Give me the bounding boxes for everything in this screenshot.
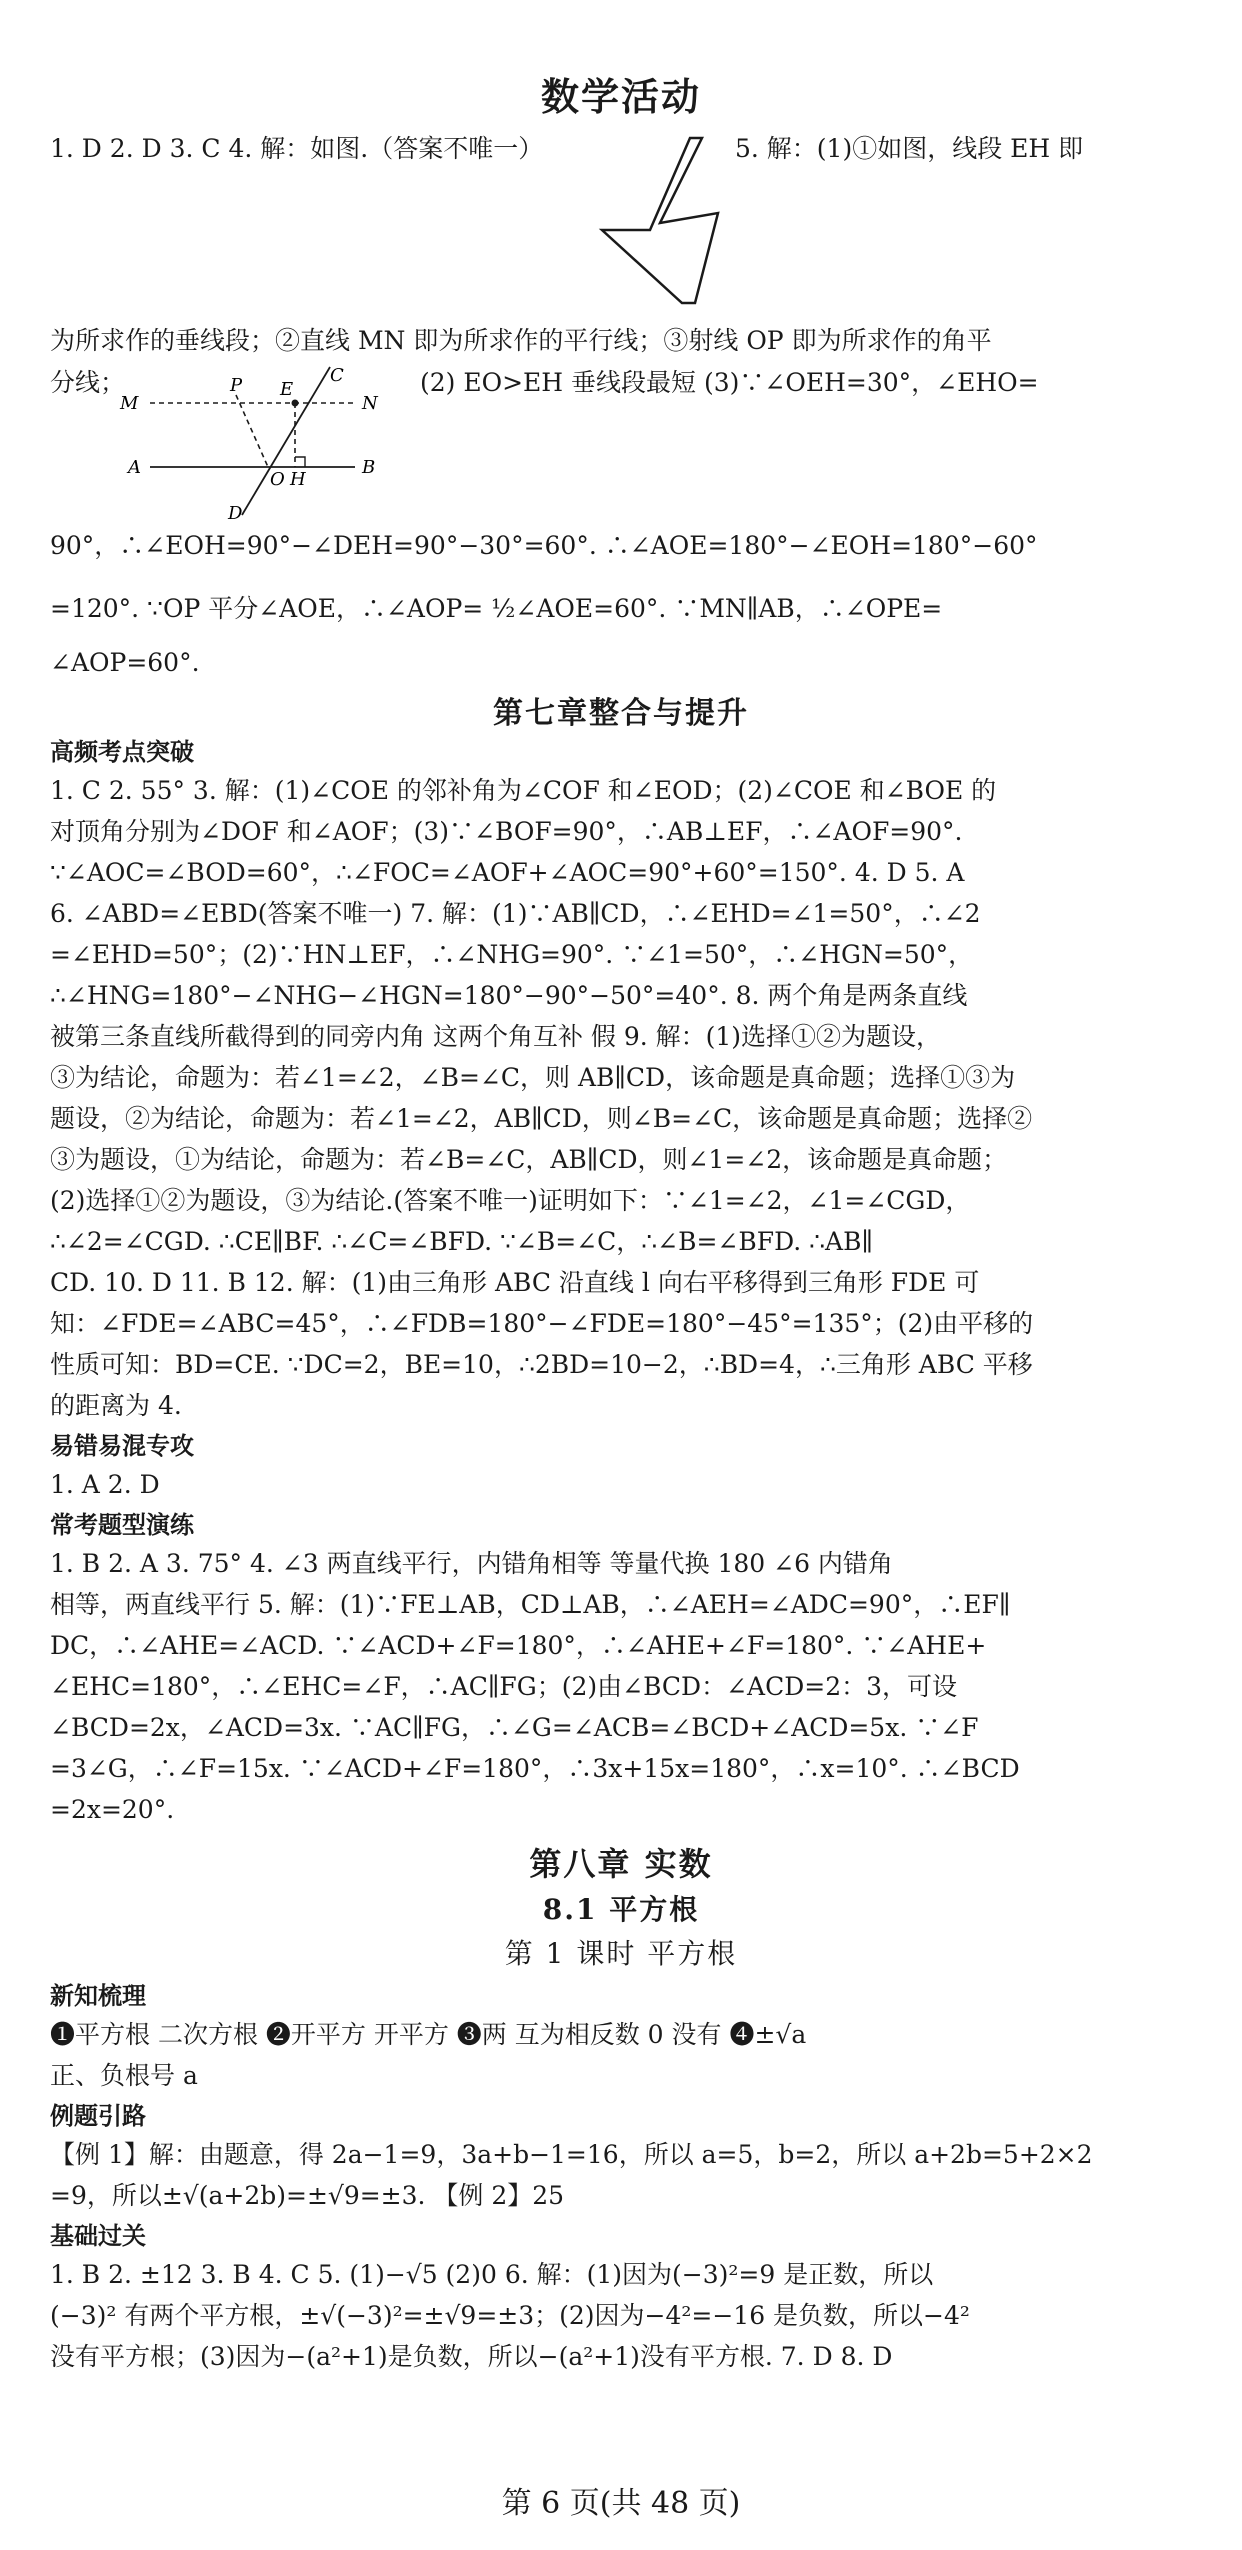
answer-line: 相等，两直线平行 5. 解：(1)∵FE⊥AB，CD⊥AB，∴∠AEH=∠ADC=90°，∴EF∥ [50,1590,1011,1619]
answer-line: =2x=20°. [50,1795,175,1824]
answer-line: CD. 10. D 11. B 12. 解：(1)由三角形 ABC 沿直线 l 向右平移得到三角形 FDE 可 [50,1268,980,1297]
answer-line: =∠EHD=50°；(2)∵HN⊥EF，∴∠NHG=90°. ∵∠1=50°，∴∠HGN=50°， [50,940,974,969]
answer-line: 分线； [50,368,126,397]
answer-line: 1. C 2. 55° 3. 解：(1)∠COE 的邻补角为∠COF 和∠EOD；(2)∠COE 和∠BOE 的 [50,776,997,805]
section-title: 数学活动 [540,75,701,119]
answer-line: 5. 解：(1)①如图，线段 EH 即 [735,134,1084,163]
answer-line: ∵∠AOC=∠BOD=60°，∴∠FOC=∠AOF+∠AOC=90°+60°=150°. 4. D 5. A [50,858,965,887]
chapter-title: 第八章 实数 [529,1845,713,1883]
label-D: D [228,503,243,524]
subsection-heading: 基础过关 [50,2222,146,2250]
geometry-figure [110,355,410,530]
answer-line: =120°. ∵OP 平分∠AOE，∴∠AOP= ½∠AOE=60°. ∵MN∥AB，∴∠OPE= [50,594,943,623]
subsection-heading: 易错易混专攻 [50,1432,194,1460]
answer-line: 【例 1】解：由题意，得 2a−1=9，3a+b−1=16，所以 a=5，b=2，所以 a+2b=5+2×2 [50,2140,1093,2169]
answer-line: 知：∠FDE=∠ABC=45°，∴∠FDB=180°−∠FDE=180°−45°=135°；(2)由平移的 [50,1309,1034,1338]
answer-block [50,2014,1192,2096]
label-E: E [280,379,294,400]
section-title: 第七章整合与提升 [493,696,749,731]
label-C: C [330,365,344,386]
answer-line: ∠EHC=180°，∴∠EHC=∠F，∴AC∥FG；(2)由∠BCD：∠ACD=2：3，可设 [50,1672,958,1701]
answer-line: ∠AOP=60°. [50,648,200,677]
section-math-activity [50,66,1192,121]
label-M: M [120,393,139,414]
answer-line: (−3)² 有两个平方根，±√(−3)²=±√9=±3；(2)因为−4²=−16 是负数，所以−4² [50,2301,970,2330]
answer-line: =3∠G，∴∠F=15x. ∵∠ACD+∠F=180°，∴3x+15x=180°，∴x=10°. ∴∠BCD [50,1754,1020,1783]
answer-block [50,1464,1192,1505]
answer-line: 没有平方根；(3)因为−(a²+1)是负数，所以−(a²+1)没有平方根. 7. D 8. D [50,2342,893,2371]
answer-block [50,2134,1192,2216]
answer-line: (2)选择①②为题设，③为结论.(答案不唯一)证明如下：∵∠1=∠2，∠1=∠CGD， [50,1186,971,1215]
answer-block [50,1543,1192,1830]
answer-block [50,770,1192,1426]
answer-line: 1. A 2. D [50,1470,160,1499]
label-N: N [362,393,378,414]
answer-line: DC，∴∠AHE=∠ACD. ∵∠ACD+∠F=180°，∴∠AHE+∠F=180°. ∵∠AHE+ [50,1631,987,1660]
answer-line: 题设，②为结论，命题为：若∠1=∠2，AB∥CD，则∠B=∠C，该命题是真命题；选择② [50,1104,1033,1133]
zigzag-figure [590,128,760,318]
answer-line: 1. B 2. ±12 3. B 4. C 5. (1)−√5 (2)0 6. 解：(1)因为(−3)²=9 是正数，所以 [50,2260,934,2289]
answer-line: ❶平方根 二次方根 ❷开平方 开平方 ❸两 互为相反数 0 没有 ❹±√a [50,2020,807,2049]
label-H: H [290,469,306,490]
answer-line: 的距离为 4. [50,1391,182,1420]
section-chapter8 [50,1840,1192,2377]
answer-line: 1. B 2. A 3. 75° 4. ∠3 两直线平行，内错角相等 等量代换 180 ∠6 内错角 [50,1549,893,1578]
answer-line: 对顶角分别为∠DOF 和∠AOF；(3)∵∠BOF=90°，∴AB⊥EF，∴∠AOF=90°. [50,817,963,846]
answer-line: 为所求作的垂线段；②直线 MN 即为所求作的平行线；③射线 OP 即为所求作的角平 [50,326,992,355]
answer-line: 6. ∠ABD=∠EBD(答案不唯一) 7. 解：(1)∵AB∥CD，∴∠EHD=∠1=50°，∴∠2 [50,899,981,928]
answer-line: 90°，∴∠EOH=90°−∠DEH=90°−30°=60°. ∴∠AOE=180°−∠EOH=180°−60° [50,531,1038,560]
lesson-heading: 第 1 课时 平方根 [504,1937,738,1970]
answer-line: ③为结论，命题为：若∠1=∠2，∠B=∠C，则 AB∥CD，该命题是真命题；选择①③为 [50,1063,1016,1092]
answer-line: ∠BCD=2x，∠ACD=3x. ∵AC∥FG，∴∠G=∠ACB=∠BCD+∠ACD=5x. ∵∠F [50,1713,979,1742]
subsection-heading: 高频考点突破 [50,738,194,766]
label-B: B [362,457,376,478]
answer-line: ③为题设，①为结论，命题为：若∠B=∠C，AB∥CD，则∠1=∠2，该命题是真命题； [50,1145,1008,1174]
answer-line: 正、负根号 a [50,2061,198,2090]
answer-block [50,2254,1192,2377]
subsection-heading: 新知梳理 [50,1982,146,2010]
answer-line: ∴∠2=∠CGD. ∴CE∥BF. ∴∠C=∠BFD. ∵∠B=∠C，∴∠B=∠BFD. ∴AB∥ [50,1227,873,1256]
answer-line: ∴∠HNG=180°−∠NHG−∠HGN=180°−90°−50°=40°. 8. 两个角是两条直线 [50,981,968,1010]
section-heading: 8.1 平方根 [542,1893,700,1926]
subsection-heading: 例题引路 [50,2102,146,2130]
page-footer: 第 6 页(共 48 页) [501,2486,741,2521]
subsection-heading: 常考题型演练 [50,1511,194,1539]
section-chapter7-review [50,688,1192,1830]
answer-line: 被第三条直线所截得到的同旁内角 这两个角互补 假 9. 解：(1)选择①②为题设， [50,1022,942,1051]
label-A: A [128,457,141,478]
label-O: O [270,469,285,490]
answer-line: 1. D 2. D 3. C 4. 解：如图.（答案不唯一） [50,134,544,163]
answer-line: (2) EO>EH 垂线段最短 (3)∵∠OEH=30°，∠EHO= [420,368,1039,397]
answer-line: =9，所以±√(a+2b)=±√9=±3. 【例 2】25 [50,2181,565,2210]
label-P: P [230,375,243,396]
answer-line: 性质可知：BD=CE. ∵DC=2，BE=10，∴2BD=10−2，∴BD=4，∴三角形 ABC 平移 [50,1350,1033,1379]
